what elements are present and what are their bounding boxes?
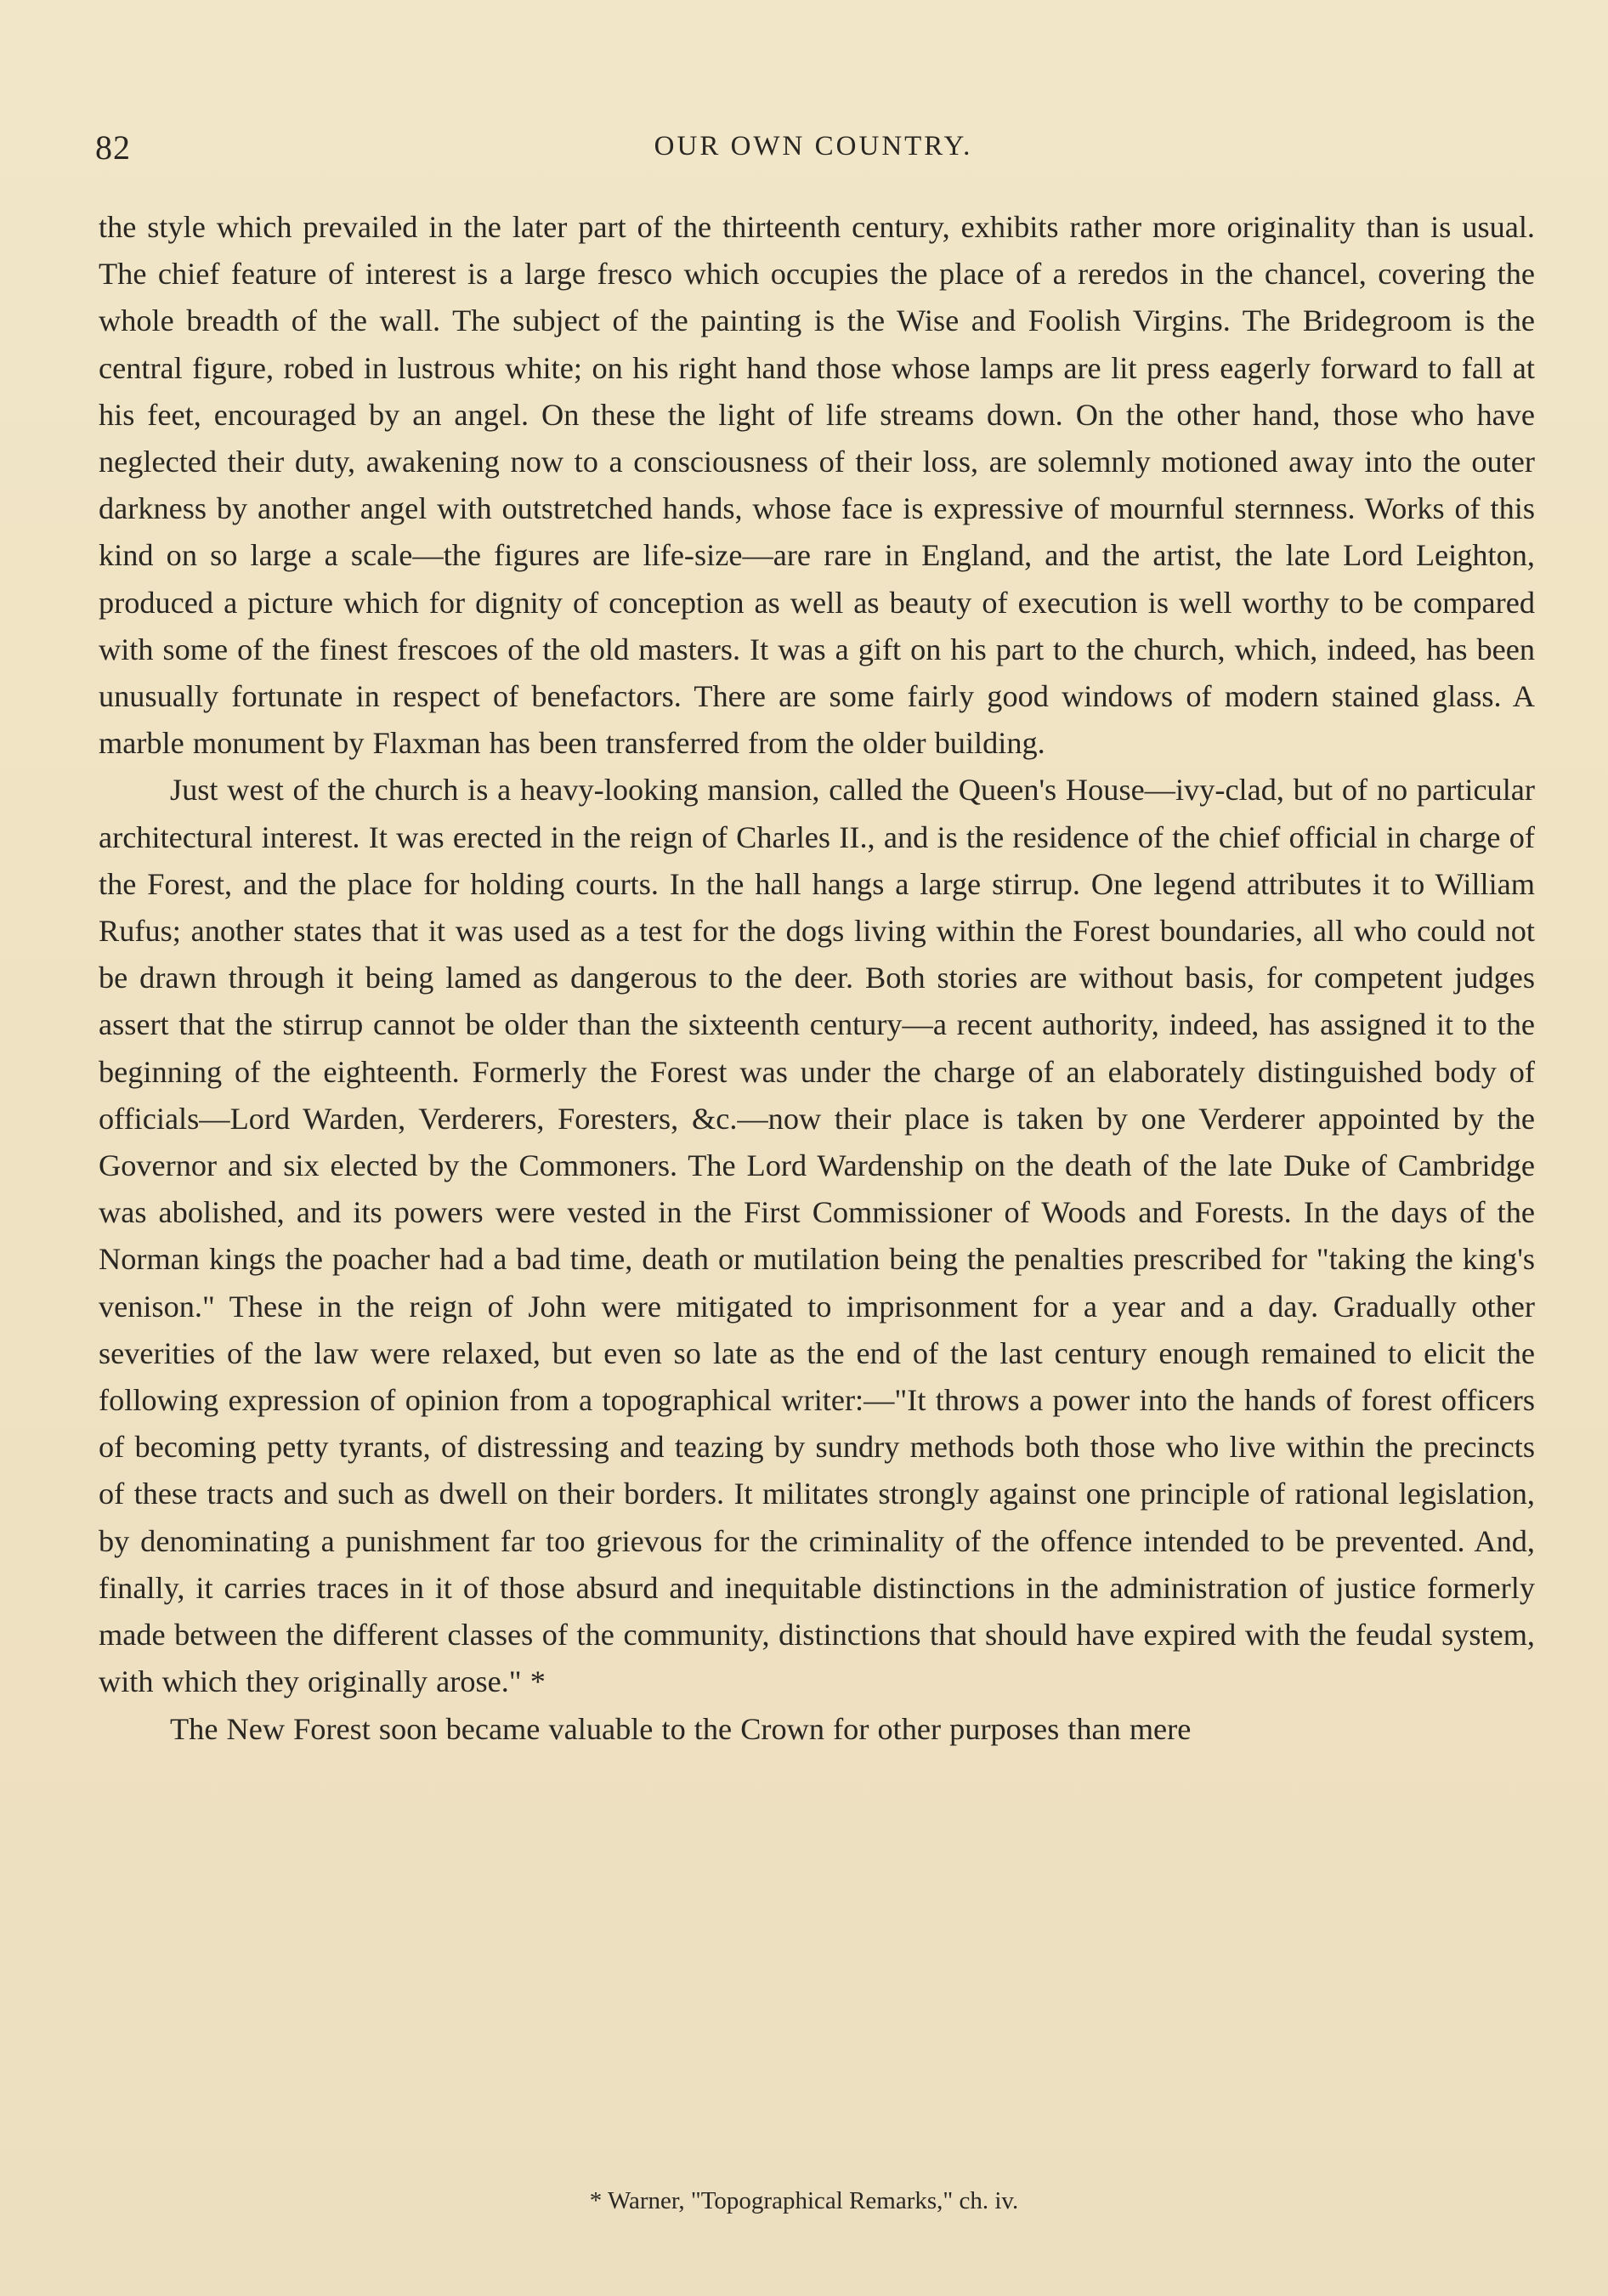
page-header (95, 128, 1532, 179)
page-number: 82 (95, 128, 131, 167)
footnote: * Warner, "Topographical Remarks," ch. iv. (589, 2187, 1019, 2214)
running-title: OUR OWN COUNTRY. (654, 131, 973, 162)
paragraph: The New Forest soon became valuable to the Crown for other purposes than mere (170, 1711, 1192, 1746)
paragraph: the style which prevailed in the later part of the thirteenth century, exhibits rather more originality than is usual. The chief feature of interest is a large fresco which occupies the place of a reredos in the chancel, covering the whole breadth of the wall. The subject of the painting is the Wise and Foolish Virgins. The Bridegroom is the central figure, robed in lustrous white; on his right hand those whose lamps are lit press eagerly forward to fall at his feet, encouraged by an angel. On these the light of life streams down. On the other hand, those who have neglected their duty, awakening now to a consciousness of their loss, are solemnly motioned away into the outer darkness by another angel with outstretched hands, whose face is expressive of mournful sternness. Works of this kind on so large a scale—the figures are life-size—are rare in England, and the artist, the late Lord Leighton, produced a picture which for dignity of conception as well as beauty of execution is well worthy to be compared with some of the finest frescoes of the old masters. It was a gift on his part to the church, which, indeed, has been unusually fortunate in respect of benefactors. There are some fairly good windows of modern stained glass. A marble monument by Flaxman has been transferred from the older building. (99, 210, 1535, 761)
body-text (99, 204, 1535, 1753)
paragraph: Just west of the church is a heavy-looking mansion, called the Queen's House—ivy-clad, but of no particular architectural interest. It was erected in the reign of Charles II., and is the residence of the chief official in charge of the Forest, and the place for holding courts. In the hall hangs a large stirrup. One legend attributes it to William Rufus; another states that it was used as a test for the dogs living within the Forest boundaries, all who could not be drawn through it being lamed as dangerous to the deer. Both stories are without basis, for competent judges assert that the stirrup cannot be older than the sixteenth century—a recent authority, indeed, has assigned it to the beginning of the eighteenth. Formerly the Forest was under the charge of an elaborately distinguished body of officials—Lord Warden, Verderers, Foresters, &c.—now their place is taken by one Verderer appointed by the Governor and six elected by the Commoners. The Lord Wardenship on the death of the late Duke of Cambridge was abolished, and its powers were vested in the First Commissioner of Woods and Forests. In the days of the Norman kings the poacher had a bad time, death or mutilation being the penalties prescribed for "taking the king's venison." These in the reign of John were mitigated to imprisonment for a year and a day. Gradually other severities of the law were relaxed, but even so late as the end of the last century enough remained to elicit the following expression of opinion from a topographical writer:—"It throws a power into the hands of forest officers of becoming petty tyrants, of distressing and teazing by sundry methods both those who live within the precincts of these tracts and such as dwell on their borders. It militates strongly against one principle of rational legislation, by denominating a punishment far too grievous for the criminality of the offence intended to be prevented. And, finally, it carries traces in it of those absurd and inequitable distinctions in the administration of justice formerly made between the different classes of the community, distinctions that should have expired with the feudal system, with which they originally arose." * (99, 773, 1535, 1699)
